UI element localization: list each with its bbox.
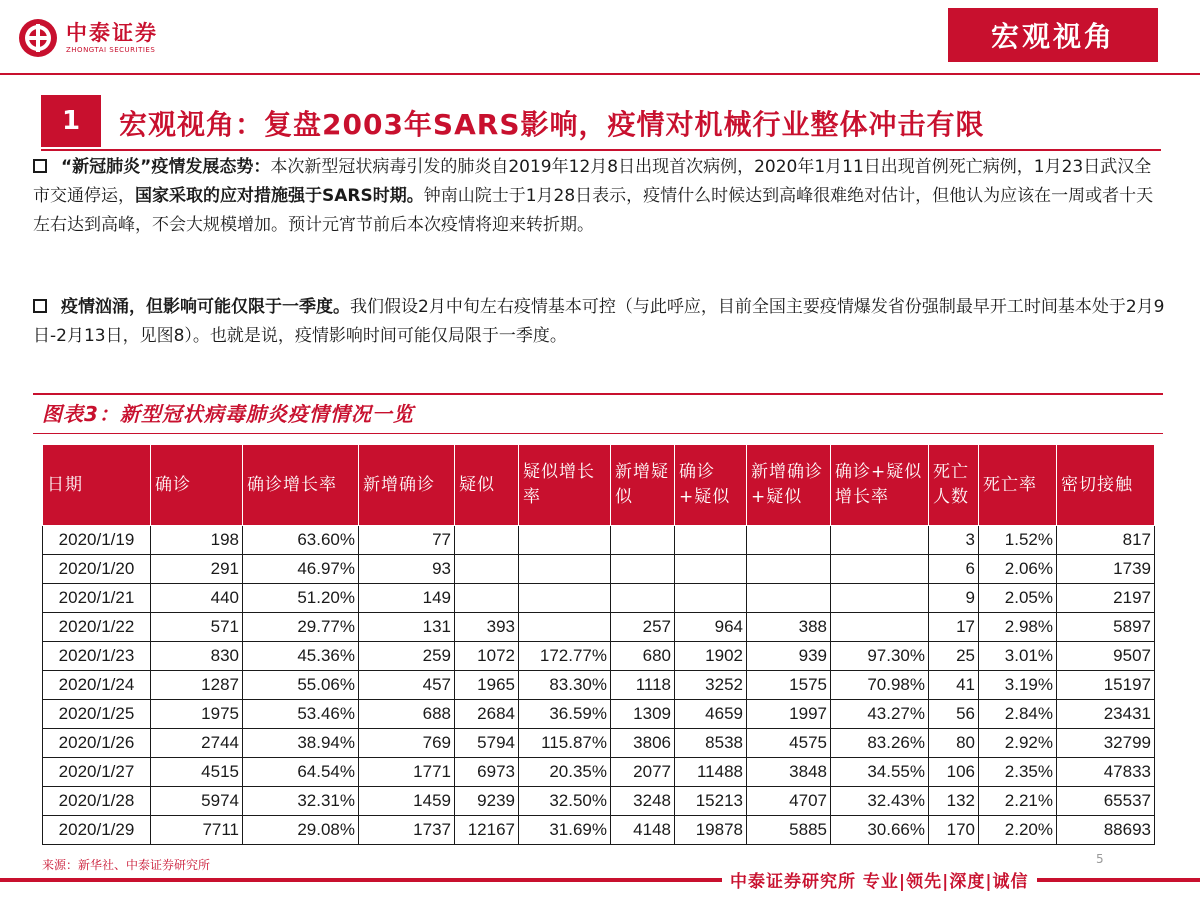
value-cell: 56	[929, 700, 979, 729]
value-cell	[611, 584, 675, 613]
value-cell: 172.77%	[519, 642, 611, 671]
page-number: 5	[1096, 852, 1104, 866]
column-header: 疑似	[455, 445, 519, 526]
date-cell: 2020/1/28	[43, 787, 151, 816]
value-cell: 1739	[1057, 555, 1155, 584]
value-cell: 9239	[455, 787, 519, 816]
section-title: 宏观视角：复盘2003年SARS影响，疫情对机械行业整体冲击有限	[119, 108, 985, 141]
date-cell: 2020/1/29	[43, 816, 151, 845]
date-cell: 2020/1/24	[43, 671, 151, 700]
value-cell	[519, 584, 611, 613]
value-cell: 17	[929, 613, 979, 642]
paragraph-epidemic-trend	[33, 153, 1168, 240]
value-cell: 88693	[1057, 816, 1155, 845]
value-cell: 457	[359, 671, 455, 700]
value-cell: 15197	[1057, 671, 1155, 700]
table-row	[43, 700, 1155, 729]
value-cell: 1965	[455, 671, 519, 700]
value-cell: 3.19%	[979, 671, 1057, 700]
value-cell: 9	[929, 584, 979, 613]
section-heading	[41, 95, 1161, 150]
column-header: 确诊	[151, 445, 243, 526]
value-cell: 4515	[151, 758, 243, 787]
value-cell: 259	[359, 642, 455, 671]
value-cell: 115.87%	[519, 729, 611, 758]
value-cell: 5897	[1057, 613, 1155, 642]
date-cell: 2020/1/20	[43, 555, 151, 584]
corner-category-tag: 宏观视角	[948, 8, 1158, 62]
value-cell: 2744	[151, 729, 243, 758]
value-cell: 5885	[747, 816, 831, 845]
value-cell	[675, 584, 747, 613]
value-cell: 1118	[611, 671, 675, 700]
value-cell: 15213	[675, 787, 747, 816]
paragraph-text: 钟南山院士于1月28日表示，疫情什么时候达到高峰很难绝对估计，但他认为应该在一周或者十天左右达到高峰，不会大规模增加。预计元宵节前后本次疫情将迎来转折期。	[33, 186, 1154, 235]
value-cell: 9507	[1057, 642, 1155, 671]
value-cell: 11488	[675, 758, 747, 787]
value-cell: 132	[929, 787, 979, 816]
value-cell: 80	[929, 729, 979, 758]
value-cell: 25	[929, 642, 979, 671]
table-header-row	[43, 445, 1155, 526]
table-row	[43, 729, 1155, 758]
chart-title: 图表3：新型冠状病毒肺炎疫情情况一览	[42, 402, 414, 426]
value-cell: 388	[747, 613, 831, 642]
source-note: 来源：新华社、中泰证券研究所	[42, 858, 211, 872]
paragraph-text: 我们假设2月中旬左右疫情基本可控（与此呼应，目前全国主要疫情爆发省份强制最早开工时间基本处于2月9日-2月13日，见图8）。也就是说，疫情影响时间可能仅局限于一季度。	[33, 297, 1165, 346]
value-cell: 3.01%	[979, 642, 1057, 671]
paragraph-text: 本次新型冠状病毒引发的肺炎自2019年12月8日出现首次病例，2020年1月11日出现首例死亡病例，1月23日武汉全市交通停运，	[33, 157, 1152, 206]
paragraph-impact-quarter	[33, 293, 1168, 351]
value-cell: 1575	[747, 671, 831, 700]
table-row	[43, 671, 1155, 700]
table-row	[43, 758, 1155, 787]
paragraph-lead: 疫情汹涌，但影响可能仅限于一季度。	[61, 297, 350, 317]
value-cell: 45.36%	[243, 642, 359, 671]
value-cell: 1.52%	[979, 526, 1057, 555]
value-cell: 769	[359, 729, 455, 758]
value-cell: 63.60%	[243, 526, 359, 555]
value-cell: 30.66%	[831, 816, 929, 845]
date-cell: 2020/1/27	[43, 758, 151, 787]
value-cell: 1309	[611, 700, 675, 729]
value-cell: 93	[359, 555, 455, 584]
paragraph-lead: “新冠肺炎”疫情发展态势：	[61, 157, 271, 177]
checkbox-bullet-icon	[33, 159, 47, 173]
value-cell	[831, 526, 929, 555]
value-cell: 2.98%	[979, 613, 1057, 642]
value-cell	[455, 526, 519, 555]
column-header: 确诊+疑似增长率	[831, 445, 929, 526]
value-cell: 1997	[747, 700, 831, 729]
table-row	[43, 816, 1155, 845]
value-cell: 83.30%	[519, 671, 611, 700]
date-cell: 2020/1/23	[43, 642, 151, 671]
date-cell: 2020/1/21	[43, 584, 151, 613]
column-header: 疑似增长率	[519, 445, 611, 526]
date-cell: 2020/1/19	[43, 526, 151, 555]
value-cell: 1902	[675, 642, 747, 671]
value-cell: 4575	[747, 729, 831, 758]
checkbox-bullet-icon	[33, 299, 47, 313]
value-cell: 106	[929, 758, 979, 787]
value-cell	[747, 555, 831, 584]
value-cell	[519, 526, 611, 555]
value-cell	[747, 584, 831, 613]
value-cell: 1975	[151, 700, 243, 729]
table-row	[43, 787, 1155, 816]
value-cell: 5794	[455, 729, 519, 758]
value-cell	[611, 526, 675, 555]
value-cell: 1072	[455, 642, 519, 671]
value-cell: 2.21%	[979, 787, 1057, 816]
value-cell: 170	[929, 816, 979, 845]
value-cell: 36.59%	[519, 700, 611, 729]
value-cell: 7711	[151, 816, 243, 845]
value-cell: 2.35%	[979, 758, 1057, 787]
value-cell: 2.05%	[979, 584, 1057, 613]
chart-title-underline	[33, 433, 1163, 434]
table-row	[43, 555, 1155, 584]
header-divider	[0, 73, 1200, 75]
column-header: 确诊增长率	[243, 445, 359, 526]
column-header: 确诊+疑似	[675, 445, 747, 526]
value-cell: 41	[929, 671, 979, 700]
value-cell: 65537	[1057, 787, 1155, 816]
value-cell: 19878	[675, 816, 747, 845]
value-cell: 1459	[359, 787, 455, 816]
value-cell: 6	[929, 555, 979, 584]
value-cell	[519, 555, 611, 584]
value-cell: 2197	[1057, 584, 1155, 613]
value-cell: 257	[611, 613, 675, 642]
column-header: 新增确诊	[359, 445, 455, 526]
value-cell: 38.94%	[243, 729, 359, 758]
value-cell: 3806	[611, 729, 675, 758]
value-cell: 32.50%	[519, 787, 611, 816]
chart-top-divider	[33, 393, 1163, 395]
table-row	[43, 526, 1155, 555]
table-body	[43, 526, 1155, 845]
value-cell	[519, 613, 611, 642]
value-cell: 29.77%	[243, 613, 359, 642]
value-cell	[747, 526, 831, 555]
value-cell: 97.30%	[831, 642, 929, 671]
column-header: 新增确诊+疑似	[747, 445, 831, 526]
table-row	[43, 613, 1155, 642]
section-divider	[41, 149, 1161, 151]
value-cell: 198	[151, 526, 243, 555]
value-cell: 34.55%	[831, 758, 929, 787]
value-cell: 47833	[1057, 758, 1155, 787]
value-cell: 964	[675, 613, 747, 642]
company-logo	[18, 18, 158, 58]
value-cell: 2.84%	[979, 700, 1057, 729]
date-cell: 2020/1/25	[43, 700, 151, 729]
value-cell: 2.92%	[979, 729, 1057, 758]
section-number: 1	[41, 95, 101, 147]
value-cell: 939	[747, 642, 831, 671]
value-cell: 46.97%	[243, 555, 359, 584]
value-cell: 3248	[611, 787, 675, 816]
value-cell: 64.54%	[243, 758, 359, 787]
value-cell: 1737	[359, 816, 455, 845]
value-cell	[455, 584, 519, 613]
value-cell: 2.06%	[979, 555, 1057, 584]
value-cell: 4148	[611, 816, 675, 845]
paragraph-emphasis: 国家采取的应对措施强于SARS时期。	[135, 186, 424, 206]
value-cell: 12167	[455, 816, 519, 845]
value-cell	[675, 526, 747, 555]
value-cell: 29.08%	[243, 816, 359, 845]
value-cell: 1287	[151, 671, 243, 700]
epidemic-data-table	[42, 444, 1155, 845]
value-cell	[831, 613, 929, 642]
value-cell: 43.27%	[831, 700, 929, 729]
column-header: 日期	[43, 445, 151, 526]
value-cell: 31.69%	[519, 816, 611, 845]
table-row	[43, 584, 1155, 613]
value-cell: 680	[611, 642, 675, 671]
value-cell: 53.46%	[243, 700, 359, 729]
value-cell: 131	[359, 613, 455, 642]
value-cell: 70.98%	[831, 671, 929, 700]
value-cell: 83.26%	[831, 729, 929, 758]
value-cell: 817	[1057, 526, 1155, 555]
column-header: 新增疑似	[611, 445, 675, 526]
value-cell	[455, 555, 519, 584]
value-cell: 3	[929, 526, 979, 555]
value-cell: 51.20%	[243, 584, 359, 613]
value-cell: 8538	[675, 729, 747, 758]
value-cell: 291	[151, 555, 243, 584]
value-cell: 2077	[611, 758, 675, 787]
value-cell: 571	[151, 613, 243, 642]
value-cell	[675, 555, 747, 584]
logo-english-name: ZHONGTAI SECURITIES	[66, 46, 156, 54]
value-cell: 4707	[747, 787, 831, 816]
value-cell: 20.35%	[519, 758, 611, 787]
value-cell: 393	[455, 613, 519, 642]
logo-icon	[18, 18, 58, 58]
table-row	[43, 642, 1155, 671]
value-cell: 3252	[675, 671, 747, 700]
value-cell: 2684	[455, 700, 519, 729]
value-cell: 32.43%	[831, 787, 929, 816]
value-cell: 830	[151, 642, 243, 671]
date-cell: 2020/1/26	[43, 729, 151, 758]
date-cell: 2020/1/22	[43, 613, 151, 642]
value-cell: 77	[359, 526, 455, 555]
value-cell	[611, 555, 675, 584]
value-cell: 32.31%	[243, 787, 359, 816]
value-cell: 23431	[1057, 700, 1155, 729]
value-cell: 55.06%	[243, 671, 359, 700]
value-cell: 4659	[675, 700, 747, 729]
column-header: 密切接触	[1057, 445, 1155, 526]
value-cell: 440	[151, 584, 243, 613]
column-header: 死亡人数	[929, 445, 979, 526]
value-cell: 1771	[359, 758, 455, 787]
value-cell: 2.20%	[979, 816, 1057, 845]
value-cell: 5974	[151, 787, 243, 816]
value-cell: 6973	[455, 758, 519, 787]
footer-slogan: 中泰证券研究所 专业|领先|深度|诚信	[722, 867, 1037, 892]
value-cell: 688	[359, 700, 455, 729]
value-cell	[831, 584, 929, 613]
value-cell: 3848	[747, 758, 831, 787]
page-header	[0, 0, 1200, 80]
column-header: 死亡率	[979, 445, 1057, 526]
value-cell: 149	[359, 584, 455, 613]
value-cell: 32799	[1057, 729, 1155, 758]
value-cell	[831, 555, 929, 584]
logo-chinese-name: 中泰证券	[66, 21, 158, 45]
